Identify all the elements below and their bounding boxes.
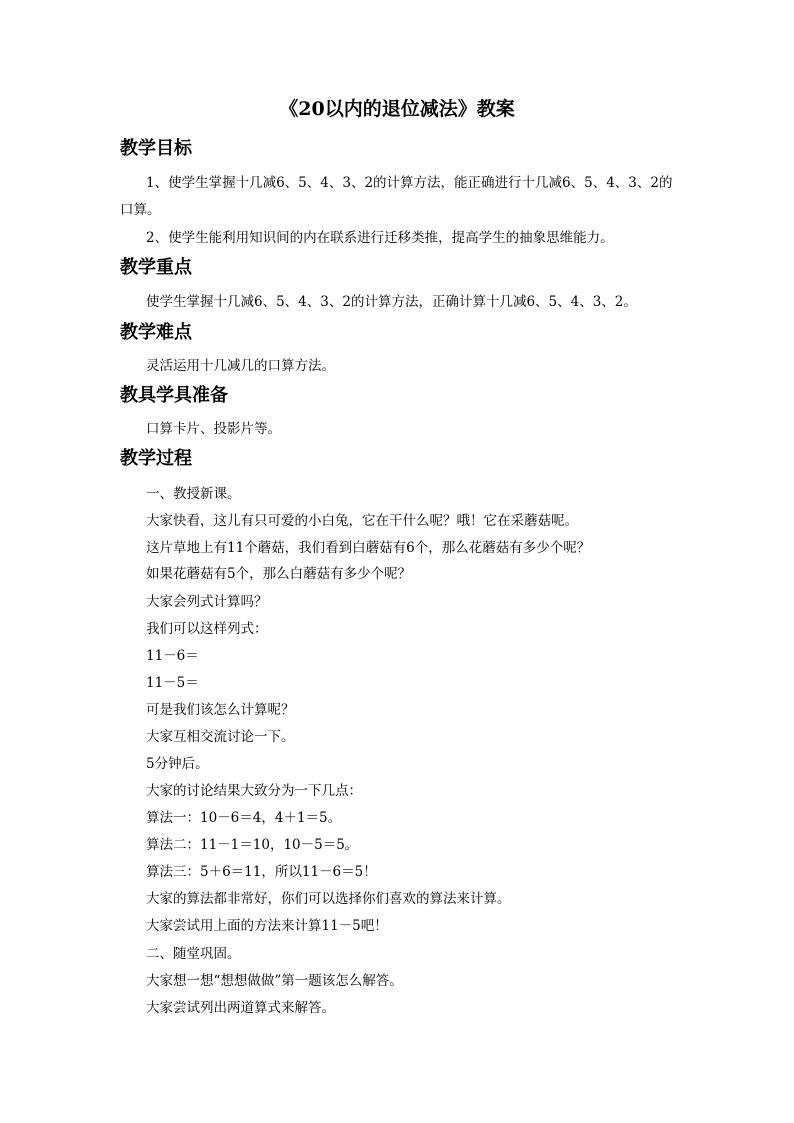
- process-line-11: 5分钟后。: [146, 756, 209, 772]
- section-heading-process: 教学过程: [120, 448, 192, 469]
- objectives-line-2: 口算。: [120, 202, 161, 218]
- process-line-16: 大家的算法都非常好，你们可以选择你们喜欢的算法来计算。: [146, 891, 511, 907]
- section-heading-difficulties: 教学难点: [120, 322, 192, 343]
- process-line-5: 大家会列式计算吗？: [146, 594, 268, 610]
- objectives-line-3: 2、使学生能利用知识间的内在联系进行迁移类推，提高学生的抽象思维能力。: [146, 230, 614, 246]
- process-line-10: 大家互相交流讨论一下。: [146, 729, 295, 745]
- process-line-3: 这片草地上有11个蘑菇，我们看到白蘑菇有6个，那么花蘑菇有多少个呢？: [146, 540, 591, 556]
- process-line-1: 一、教授新课。: [146, 486, 241, 502]
- section-heading-key-points: 教学重点: [120, 257, 192, 278]
- process-line-7: 11－6＝: [146, 648, 199, 664]
- process-line-17: 大家尝试用上面的方法来计算11－5吧！: [146, 918, 388, 934]
- section-heading-materials: 教具学具准备: [120, 385, 228, 406]
- objectives-line-1: 1、使学生掌握十几减6、5、4、3、2的计算方法，能正确进行十几减6、5、4、3、2的: [146, 175, 673, 191]
- process-line-14: 算法二：11－1＝10，10－5＝5。: [146, 837, 359, 853]
- process-line-20: 大家尝试列出两道算式来解答。: [146, 1000, 335, 1016]
- process-line-15: 算法三：5＋6＝11，所以11－6＝5！: [146, 864, 377, 880]
- process-line-2: 大家快看，这儿有只可爱的小白兔，它在干什么呢？哦！它在采蘑菇呢。: [146, 513, 578, 529]
- document-title: 《20以内的退位减法》教案: [279, 98, 515, 120]
- process-line-12: 大家的讨论结果大致分为一下几点：: [146, 783, 362, 799]
- process-line-8: 11－5＝: [146, 675, 199, 691]
- process-line-13: 算法一：10－6＝4，4＋1＝5。: [146, 810, 342, 826]
- section-heading-objectives: 教学目标: [120, 138, 192, 159]
- process-line-4: 如果花蘑菇有5个，那么白蘑菇有多少个呢？: [146, 566, 412, 582]
- process-line-9: 可是我们该怎么计算呢？: [146, 702, 295, 718]
- process-line-18: 二、随堂巩固。: [146, 946, 241, 962]
- materials-line-1: 口算卡片、投影片等。: [146, 421, 281, 437]
- key-points-line-1: 使学生掌握十几减6、5、4、3、2的计算方法，正确计算十几减6、5、4、3、2。: [146, 294, 637, 310]
- difficulties-line-1: 灵活运用十几减几的口算方法。: [146, 358, 335, 374]
- process-line-6: 我们可以这样列式：: [146, 621, 268, 637]
- process-line-19: 大家想一想“想想做做”第一题该怎么解答。: [146, 973, 403, 989]
